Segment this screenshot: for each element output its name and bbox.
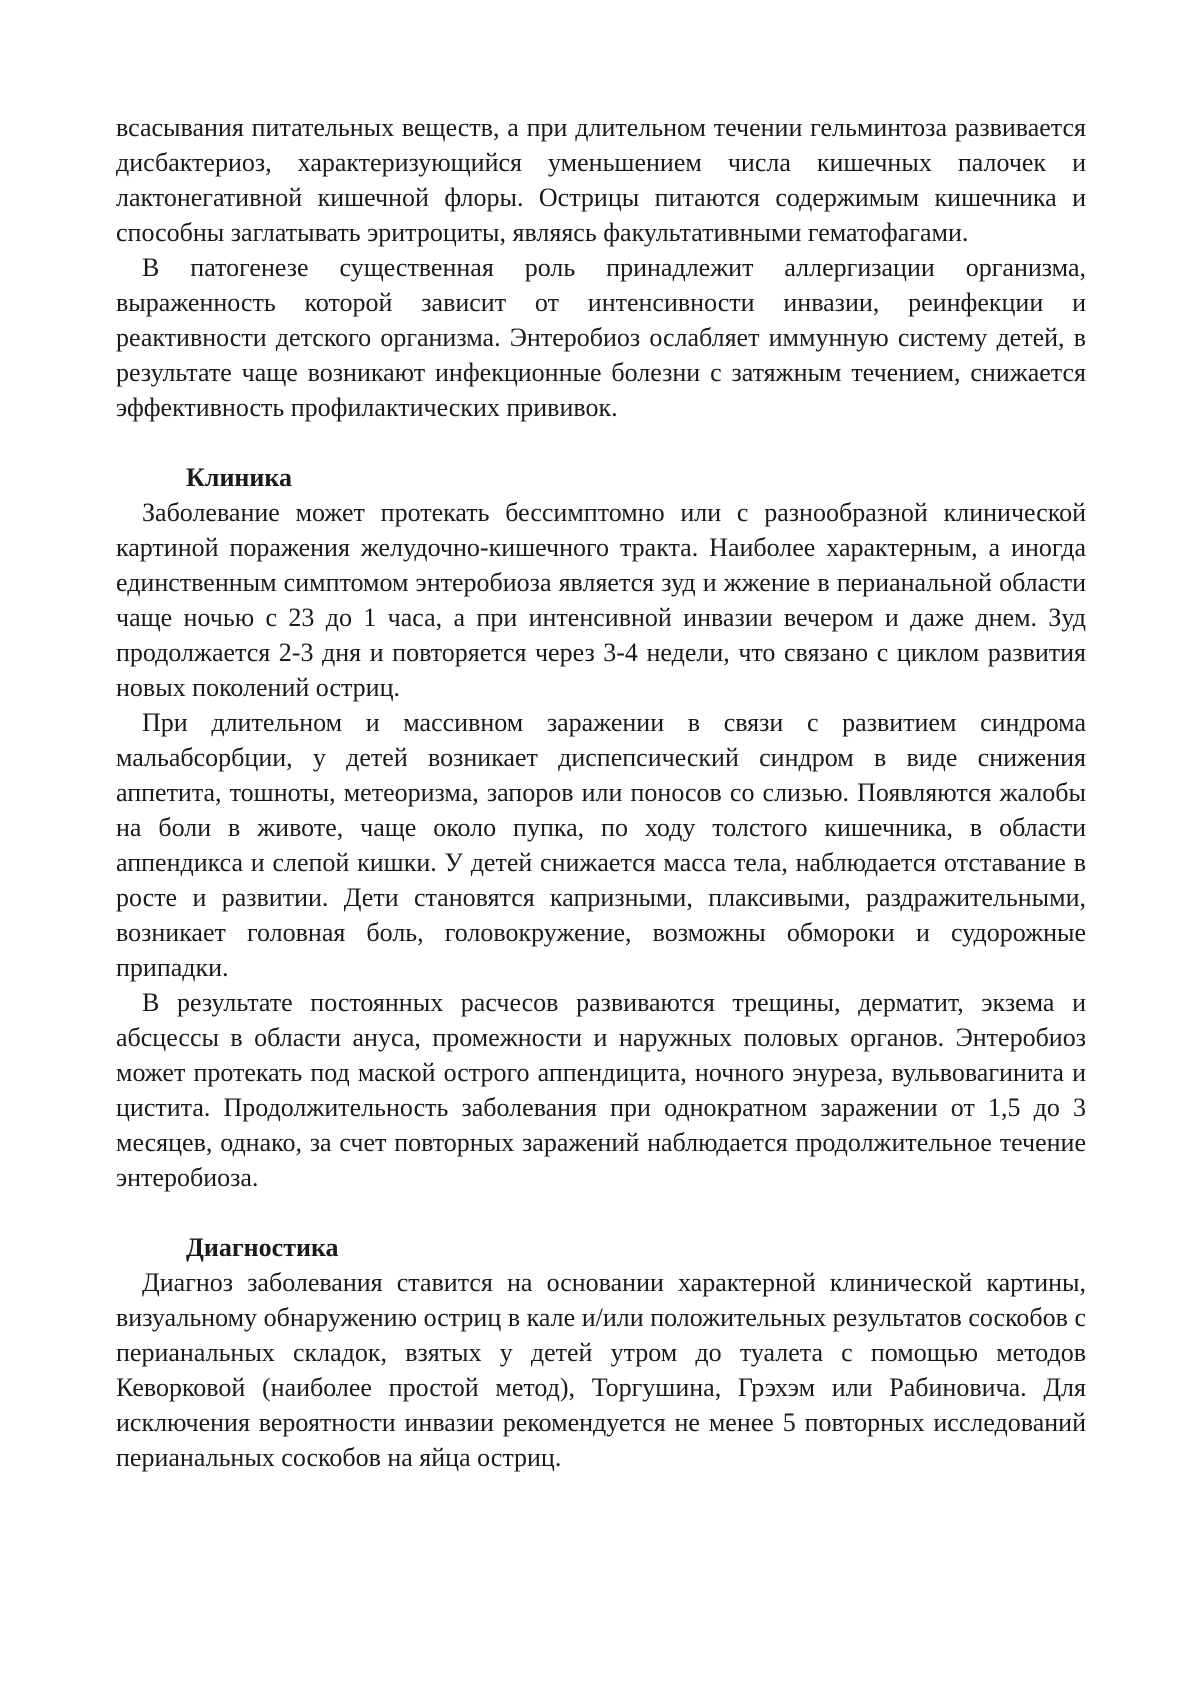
paragraph-clinic-symptoms: Заболевание может протекать бессимптомно или с разнообразной клинической картиной поражения желудочно-кишечного тракта. Наиболее характерным, а иногда единственным симптомом энтеробиоза является зуд и жжение в перианальной области чаще ночью с 23 до 1 часа, а при интенсивной инвазии вечером и даже днем. Зуд продолжается 2-3 дня и повторяется через 3-4 недели, что связано с циклом развития новых поколений остриц. [116,498,1086,702]
paragraph-clinic-malabsorption: При длительном и массивном заражении в связи с развитием синдрома мальабсорбции, у детей возникает диспепсический синдром в виде снижения аппетита, тошноты, метеоризма, запоров или поносов со слизью. Появляются жалобы на боли в животе, чаще около пупка, по ходу толстого кишечника, в области аппендикса и слепой кишки. У детей снижается масса тела, наблюдается отставание в росте и развитии. Дети становятся капризными, плаксивыми, раздражительными, возникает головная боль, головокружение, возможны обмороки и судорожные припадки. [116,708,1086,982]
section-spacer [116,425,1086,460]
paragraph-absorption: всасывания питательных веществ, а при длительном течении гельминтоза развивается дисбактериоз, характеризующийся уменьшением числа кишечных палочек и лактонегативной кишечной флоры. Острицы питаются содержимым кишечника и способны заглатывать эритроциты, являясь факультативными гематофагами. [116,113,1086,247]
paragraph-diagnostics: Диагноз заболевания ставится на основании характерной клинической картины, визуальному обнаружению остриц в кале и/или положительных результатов соскобов с перианальных складок, взятых у детей утром до туалета с помощью методов Кеворковой (наиболее простой метод), Торгушина, Грэхэм или Рабиновича. Для исключения вероятности инвазии рекомендуется не менее 5 повторных исследований перианальных соскобов на яйца остриц. [116,1268,1086,1472]
section-spacer [116,1195,1086,1230]
heading-diagnostics: Диагностика [186,1233,339,1262]
paragraph-clinic-complications: В результате постоянных расчесов развиваются трещины, дерматит, экзема и абсцессы в области ануса, промежности и наружных половых органов. Энтеробиоз может протекать под маской острого аппендицита, ночного энуреза, вульвовагинита и цистита. Продолжительность заболевания при однократном заражении от 1,5 до 3 месяцев, однако, за счет повторных заражений наблюдается продолжительное течение энтеробиоза. [116,988,1086,1192]
document-page [116,110,1086,1475]
paragraph-pathogenesis: В патогенезе существенная роль принадлежит аллергизации организма, выраженность которой зависит от интенсивности инвазии, реинфекции и реактивности детского организма. Энтеробиоз ослабляет иммунную систему детей, в результате чаще возникают инфекционные болезни с затяжным течением, снижается эффективность профилактических прививок. [116,253,1086,422]
heading-clinic: Клиника [186,463,292,492]
